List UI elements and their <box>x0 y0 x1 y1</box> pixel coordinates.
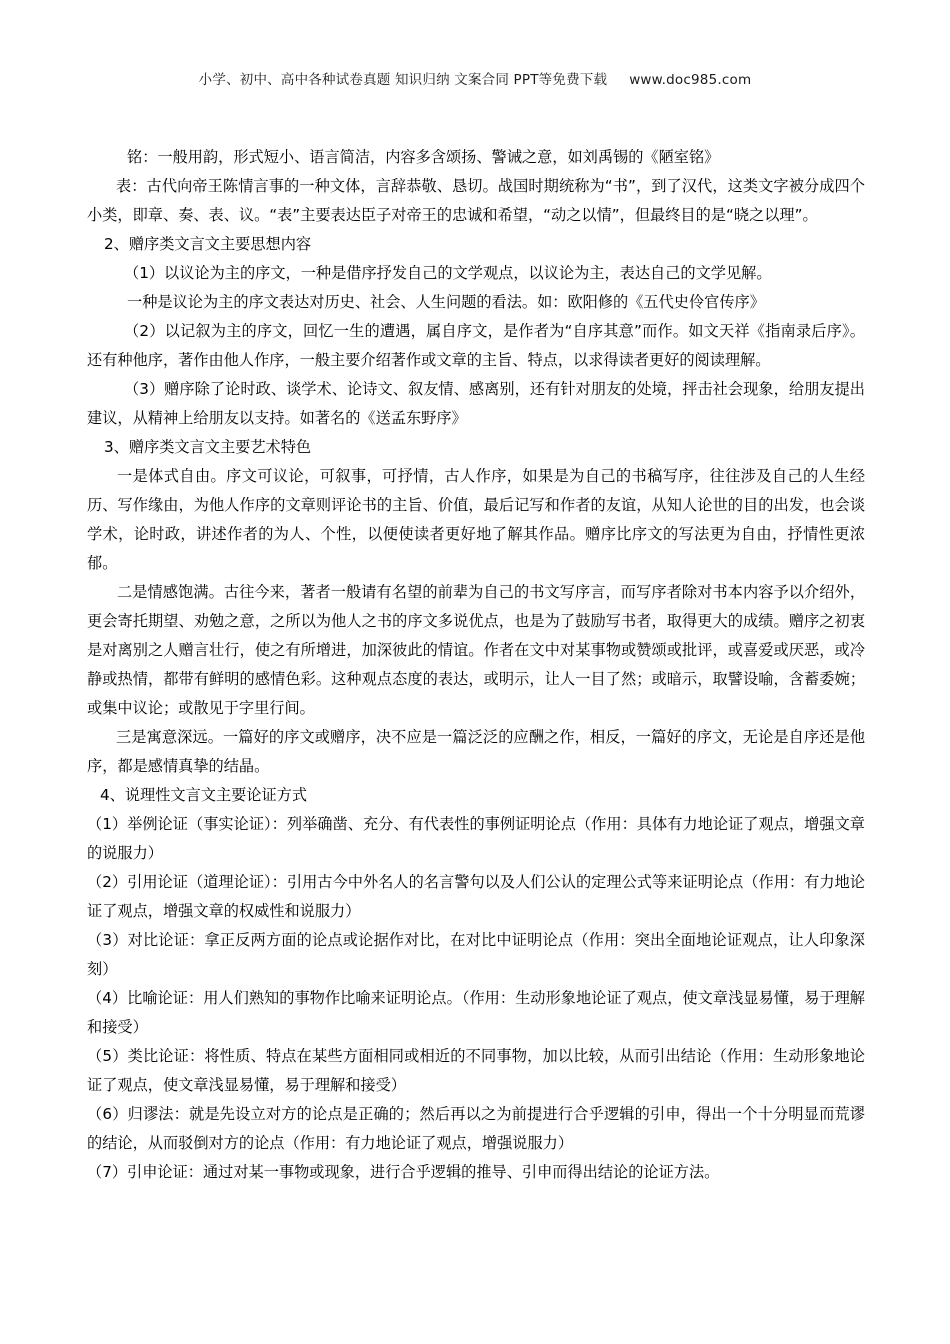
paragraph-zengxu-2: （2）以记叙为主的序文，回忆一生的遭遇，属自序文，是作者为“自序其意”而作。如文天祥《指南录后序》。还有种他序，著作由他人作序，一般主要介绍著作或文章的主旨、特点，以求得读者更好的阅读理解。 <box>87 322 865 369</box>
list-item-argument-1: （1）举例论证（事实论证）：列举确凿、充分、有代表性的事例证明论点（作用：具体有力地论证了观点，增强文章的说服力） <box>87 815 865 862</box>
list-item-argument-4: （4）比喻论证：用人们熟知的事物作比喻来证明论点。（作用：生动形象地论证了观点，使文章浅显易懂，易于理解和接受） <box>87 989 865 1036</box>
list-item-argument-2: （2）引用论证（道理论证）：引用古今中外名人的名言警句以及人们公认的定理公式等来证明论点（作用：有力地论证了观点，增强文章的权威性和说服力） <box>87 873 865 920</box>
list-item-argument-6: （6）归谬法：就是先设立对方的论点是正确的；然后再以之为前提进行合乎逻辑的引申，得出一个十分明显而荒谬的结论，从而驳倒对方的论点（作用：有力地论证了观点，增强说服力） <box>87 1105 865 1152</box>
paragraph-art-1: 一是体式自由。序文可议论，可叙事，可抒情，古人作序，如果是为自己的书稿写序，往往涉及自己的人生经历、写作缘由，为他人作序的文章则评论书的主旨、价值，最后记写和作者的友谊，从知人论世的目的出发，也会谈学术，论时政，讲述作者的为人、个性，以便使读者更好地了解其作品。赠序比序文的写法更为自由，抒情性更浓郁。 <box>87 467 865 572</box>
list-item-argument-3: （3）对比论证：拿正反两方面的论点或论据作对比，在对比中证明论点（作用：突出全面地论证观点，让人印象深刻） <box>87 931 865 978</box>
list-item-argument-7: （7）引申论证：通过对某一事物或现象，进行合乎逻辑的推导、引申而得出结论的论证方法。 <box>87 1163 720 1181</box>
paragraph-zengxu-1: （1）以议论为主的序文，一种是借序抒发自己的文学观点，以议论为主，表达自己的文学见解。 <box>124 264 772 282</box>
section-heading-2: 2、赠序类文言文主要思想内容 <box>104 235 312 253</box>
paragraph-art-3: 三是寓意深远。一篇好的序文或赠序，决不应是一篇泛泛的应酬之作，相反，一篇好的序文，无论是自序还是他序，都是感情真挚的结晶。 <box>87 728 865 775</box>
section-heading-4: 4、说理性文言文主要论证方式 <box>100 786 308 804</box>
paragraph-zengxu-1b: 一种是议论为主的序文表达对历史、社会、人生问题的看法。如：欧阳修的《五代史伶官传序》 <box>127 293 765 311</box>
paragraph-art-2: 二是情感饱满。古往今来，著者一般请有名望的前辈为自己的书文写序言，而写序者除对书本内容予以介绍外，更会寄托期望、劝勉之意，之所以为他人之书的序文多说优点，也是为了鼓励写书者，取得更大的成绩。赠序之初衷是对离别之人赠言壮行，使之有所增进，加深彼此的情谊。作者在文中对某事物或赞颂或批评，或喜爱或厌恶，或冷静或热情，都带有鲜明的感情色彩。这种观点态度的表达，或明示，让人一目了然；或暗示，取譬设喻，含蓄委婉；或集中议论；或散见于字里行间。 <box>87 583 865 717</box>
section-heading-3: 3、赠序类文言文主要艺术特色 <box>104 438 312 456</box>
paragraph-biao: 表：古代向帝王陈情言事的一种文体，言辞恭敬、恳切。战国时期统称为“书”，到了汉代，这类文字被分成四个小类，即章、奏、表、议。“表”主要表达臣子对帝王的忠诚和希望，“动之以情”，但最终目的是“晓之以理”。 <box>87 177 865 224</box>
paragraph-ming: 铭：一般用韵，形式短小、语言简洁，内容多含颂扬、警诫之意，如刘禹锡的《陋室铭》 <box>127 148 720 166</box>
header-website: www.doc985.com <box>629 72 752 88</box>
list-item-argument-5: （5）类比论证：将性质、特点在某些方面相同或相近的不同事物，加以比较，从而引出结论（作用：生动形象地论证了观点，使文章浅显易懂，易于理解和接受） <box>87 1047 865 1094</box>
document-body <box>87 143 865 1187</box>
page-header <box>0 68 950 88</box>
paragraph-zengxu-3: （3）赠序除了论时政、谈学术、论诗文、叙友情、感离别，还有针对朋友的处境，抨击社会现象，给朋友提出建议，从精神上给朋友以支持。如著名的《送孟东野序》 <box>87 380 865 427</box>
header-tagline: 小学、初中、高中各种试卷真题 知识归纳 文案合同 PPT等免费下载 <box>198 72 608 88</box>
